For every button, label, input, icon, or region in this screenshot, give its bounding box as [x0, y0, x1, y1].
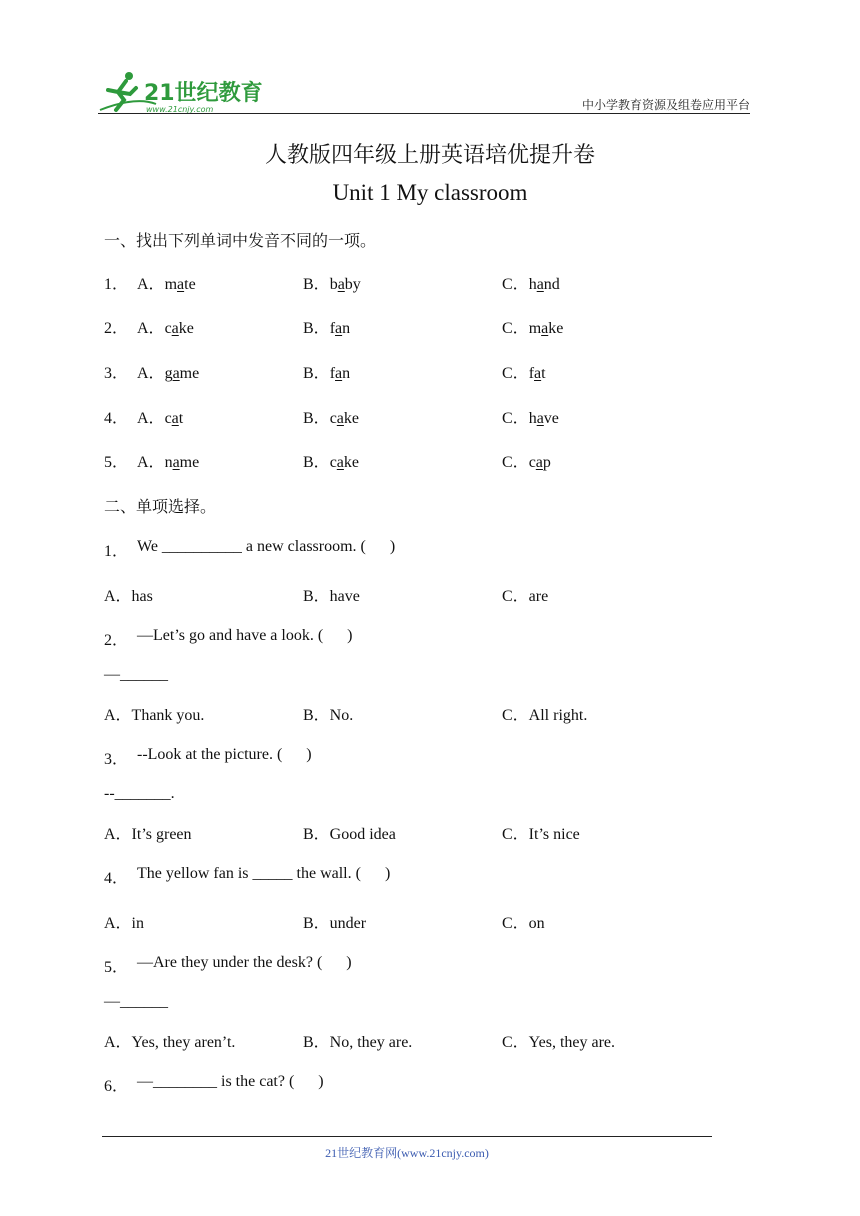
q5-option-c: C．Yes, they are. [502, 1034, 616, 1051]
word-prefix: f [329, 320, 336, 337]
word-underlined-vowel: a [337, 276, 345, 293]
s1-item-number: 1． [104, 276, 129, 293]
page-title: 人教版四年级上册英语培优提升卷 [264, 143, 595, 168]
q4-option-a: A．in [104, 915, 145, 932]
q4-option-c: C．on [502, 915, 545, 932]
word-suffix: ke [178, 320, 194, 337]
word-underlined-vowel: a [335, 365, 343, 382]
q5-reply: —______ [104, 993, 168, 1010]
q3-option-c: C．It’s nice [502, 826, 580, 843]
option-letter: A． [137, 365, 165, 382]
word-prefix: c [164, 410, 172, 427]
q5-option-b: B．No, they are. [303, 1034, 413, 1051]
option-letter: C． [502, 276, 529, 293]
word-prefix: h [528, 410, 537, 427]
word-suffix: ke [343, 454, 360, 471]
word-suffix: me [179, 365, 200, 382]
q3-number: 3． [104, 751, 129, 768]
s1-option-a [137, 449, 199, 472]
option-letter: A． [137, 410, 165, 427]
q1-text: We __________ a new classroom. ( ) [137, 538, 396, 555]
word-underlined-vowel: a [336, 410, 344, 427]
word-prefix: c [329, 454, 337, 471]
q1-number: 1． [104, 543, 129, 560]
q2-text: —Let’s go and have a look. ( ) [137, 627, 353, 644]
word-underlined-vowel: a [172, 454, 180, 471]
s1-option-c [502, 271, 560, 294]
q2-option-b: B．No. [303, 707, 354, 724]
s1-option-a [137, 360, 199, 383]
q4-number: 4． [104, 870, 129, 887]
option-letter: C． [502, 454, 529, 471]
option-letter: A． [137, 320, 165, 337]
word-suffix: n [342, 320, 351, 337]
word-prefix: c [329, 410, 337, 427]
word-underlined-vowel: a [172, 365, 180, 382]
q1-option-c: C．are [502, 588, 549, 605]
word-suffix: t [541, 365, 546, 382]
q2-reply: —______ [104, 666, 168, 683]
word-suffix: nd [543, 276, 560, 293]
q5-option-a: A．Yes, they aren’t. [104, 1034, 236, 1051]
s1-option-c [502, 449, 551, 472]
q3-option-a: A．It’s green [104, 826, 192, 843]
q4-option-b: B．under [303, 915, 367, 932]
s1-option-c [502, 405, 559, 428]
word-underlined-vowel: a [535, 454, 543, 471]
option-letter: C． [502, 410, 529, 427]
word-prefix: c [164, 320, 172, 337]
word-prefix: h [528, 276, 537, 293]
word-prefix: f [528, 365, 535, 382]
option-letter: B． [303, 365, 330, 382]
word-prefix: g [164, 365, 173, 382]
s1-item-number: 2． [104, 320, 129, 337]
logo [96, 70, 266, 114]
footer-link[interactable]: 21世纪教育网(www.21cnjy.com) [325, 1146, 489, 1160]
q3-reply: --_______. [104, 785, 175, 802]
word-suffix: n [342, 365, 351, 382]
word-underlined-vowel: a [171, 410, 179, 427]
word-underlined-vowel: a [536, 276, 544, 293]
word-prefix: b [329, 276, 338, 293]
option-letter: A． [137, 454, 165, 471]
word-suffix: by [344, 276, 361, 293]
s1-item-number: 3． [104, 365, 129, 382]
word-underlined-vowel: a [541, 320, 549, 337]
s1-option-b [303, 360, 350, 383]
option-letter: B． [303, 454, 330, 471]
option-letter: B． [303, 410, 330, 427]
word-underlined-vowel: a [336, 454, 344, 471]
section2-heading: 二、单项选择。 [104, 497, 217, 516]
s1-item-number: 4． [104, 410, 129, 427]
logo-text: 21世纪教育 [144, 81, 263, 106]
q3-option-b: B．Good idea [303, 826, 396, 843]
q2-option-a: A．Thank you. [104, 707, 205, 724]
word-suffix: p [542, 454, 551, 471]
word-suffix: ve [543, 410, 559, 427]
s1-option-c [502, 315, 563, 338]
option-letter: C． [502, 320, 529, 337]
s1-option-b [303, 271, 361, 294]
word-prefix: m [164, 276, 178, 293]
s1-option-a [137, 405, 183, 428]
word-suffix: me [179, 454, 200, 471]
page-subtitle: Unit 1 My classroom [332, 180, 528, 205]
word-prefix: n [164, 454, 173, 471]
q2-number: 2． [104, 632, 129, 649]
word-suffix: te [184, 276, 196, 293]
word-underlined-vowel: a [335, 320, 343, 337]
q1-option-b: B．have [303, 588, 360, 605]
section1-heading: 一、找出下列单词中发音不同的一项。 [104, 231, 377, 250]
footer-divider [102, 1136, 712, 1137]
word-underlined-vowel: a [177, 276, 185, 293]
q5-text: —Are they under the desk? ( ) [137, 954, 352, 971]
s1-option-c [502, 360, 546, 383]
option-letter: B． [303, 276, 330, 293]
s1-option-b [303, 449, 359, 472]
word-suffix: ke [548, 320, 564, 337]
q1-option-a: A．has [104, 588, 153, 605]
word-underlined-vowel: a [534, 365, 542, 382]
q2-option-c: C．All right. [502, 707, 588, 724]
s1-option-a [137, 271, 196, 294]
word-prefix: f [329, 365, 336, 382]
option-letter: A． [137, 276, 165, 293]
option-letter: C． [502, 365, 529, 382]
header-platform-text: 中小学教育资源及组卷应用平台 [581, 98, 750, 112]
word-suffix: t [178, 410, 184, 427]
s1-option-a [137, 315, 194, 338]
s1-item-number: 5． [104, 454, 129, 471]
word-suffix: ke [343, 410, 360, 427]
q6-text: —________ is the cat? ( ) [137, 1073, 324, 1090]
word-prefix: m [528, 320, 542, 337]
header-divider [98, 113, 750, 114]
q3-text: --Look at the picture. ( ) [137, 746, 312, 763]
logo-url: www.21cnjy.com [146, 105, 214, 114]
s1-option-b [303, 315, 350, 338]
word-underlined-vowel: a [536, 410, 544, 427]
q4-text: The yellow fan is _____ the wall. ( ) [137, 865, 391, 882]
q6-number: 6． [104, 1078, 129, 1095]
option-letter: B． [303, 320, 330, 337]
word-prefix: c [528, 454, 536, 471]
q5-number: 5． [104, 959, 129, 976]
word-underlined-vowel: a [171, 320, 179, 337]
s1-option-b [303, 405, 359, 428]
